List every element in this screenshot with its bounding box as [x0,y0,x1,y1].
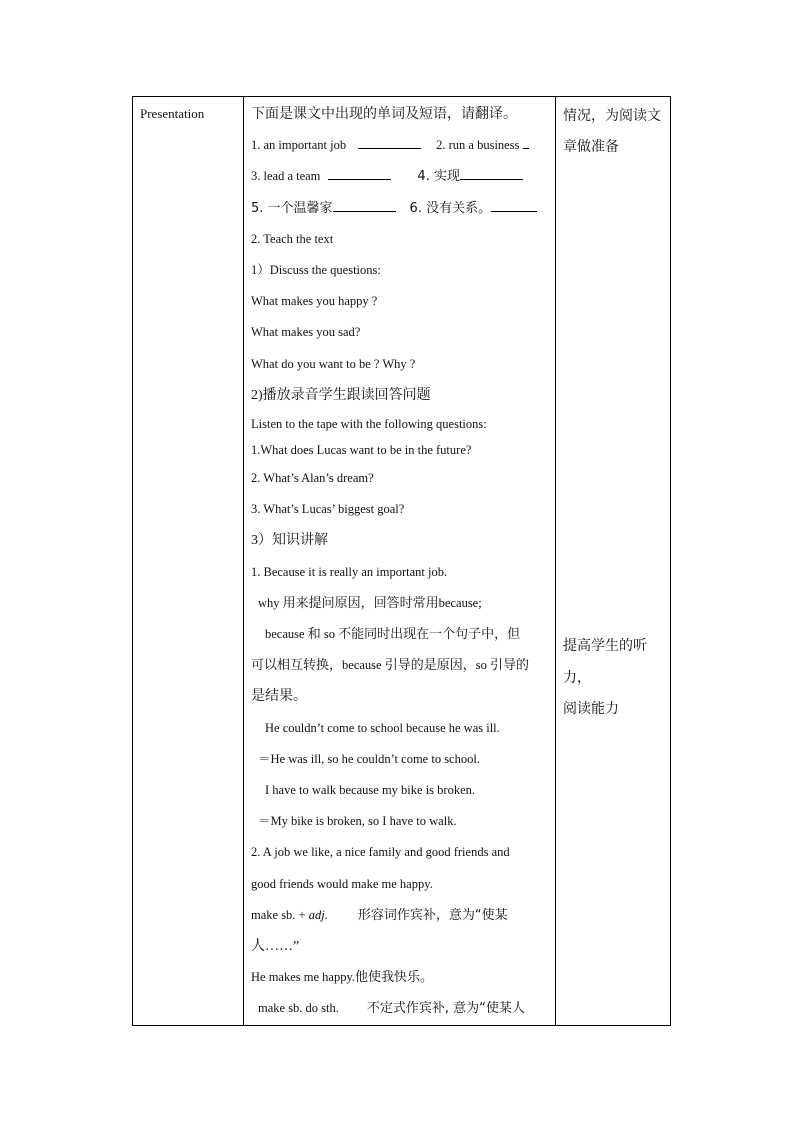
vocab-2: 2. run a business [436,138,520,153]
answer-blank [523,134,529,149]
vocab-1: 1. an important job [251,138,347,153]
example-4: ＝My bike is broken, so I have to walk. [258,814,457,829]
knowledge-point-2a: 2. A job we like, a nice family and good friends and [251,845,510,860]
vocab-3: 3. lead a team [251,169,321,184]
content-cell [244,97,556,1026]
listen-question-3: 3. What’s Lucas’ biggest goal? [251,502,405,517]
answer-blank [328,165,391,180]
because-so-note-2: 可以相互转换，because 引导的是原因，so 引导的 [251,658,529,674]
make-adj-note: make sb. + adj. 形容词作宾补，意为“使某 [251,907,508,923]
purpose-1-line-1: 情况，为阅读文 [563,109,661,124]
example-1: He couldn’t come to school because he was ill. [265,720,500,735]
question-3: What do you want to be ? Why ? [251,356,416,371]
answer-blank [358,134,421,149]
tape-instruction: Listen to the tape with the following questions: [251,417,487,432]
table-row [133,97,671,1026]
stage-label: Presentation [140,106,205,121]
purpose-2-line-2: 阅读能力 [563,701,619,717]
make-do-note: make sb. do sth. 不定式作宾补, 意为“使某人 [258,1001,525,1017]
why-note: why 用来提问原因，回答时常用because; [258,595,482,611]
answer-blank [460,165,523,180]
stage-cell [133,97,244,1026]
listen-question-2: 2. What’s Alan’s dream? [251,471,374,486]
teach-text-heading: 2. Teach the text [251,231,334,246]
example-3: I have to walk because my bike is broken. [265,783,476,798]
because-so-note: because 和 so 不能同时出现在一个句子中，但 [265,627,521,643]
purpose-2-line-1: 提高学生的听力， [563,639,647,686]
make-adj-note-2: 人……” [251,939,300,955]
knowledge-point-1: 1. Because it is really an important job. [251,564,448,579]
question-2: What makes you sad? [251,325,361,340]
vocab-5: 5. 一个温馨家 [251,200,333,216]
happy-example: He makes me happy.他使我快乐。 [251,970,434,986]
knowledge-heading: 3）知识讲解 [251,533,328,549]
purpose-1-line-2: 章做准备 [563,140,619,156]
tape-heading: 2)播放录音学生跟读回答问题 [251,387,431,403]
purpose-cell [556,97,671,1026]
vocab-row-2 [251,161,549,192]
listen-question-1: 1.What does Lucas want to be in the future? [251,443,472,458]
answer-blank [491,197,537,212]
example-2: ＝He was ill, so he couldn’t come to school. [258,751,480,766]
knowledge-point-2b: good friends would make me happy. [251,876,433,891]
vocab-4: 4. 实现 [417,169,460,185]
lesson-plan-table [132,96,671,1026]
vocab-row-3 [251,193,549,224]
vocab-row-1 [251,130,549,161]
intro-line: 下面是课文中出现的单词及短语，请翻译。 [251,107,517,122]
vocab-6: 6. 没有关系。 [409,200,492,216]
question-1: What makes you happy ? [251,294,378,309]
because-so-note-3: 是结果。 [251,689,307,705]
answer-blank [333,197,396,212]
discuss-heading: 1）Discuss the questions: [251,263,381,278]
